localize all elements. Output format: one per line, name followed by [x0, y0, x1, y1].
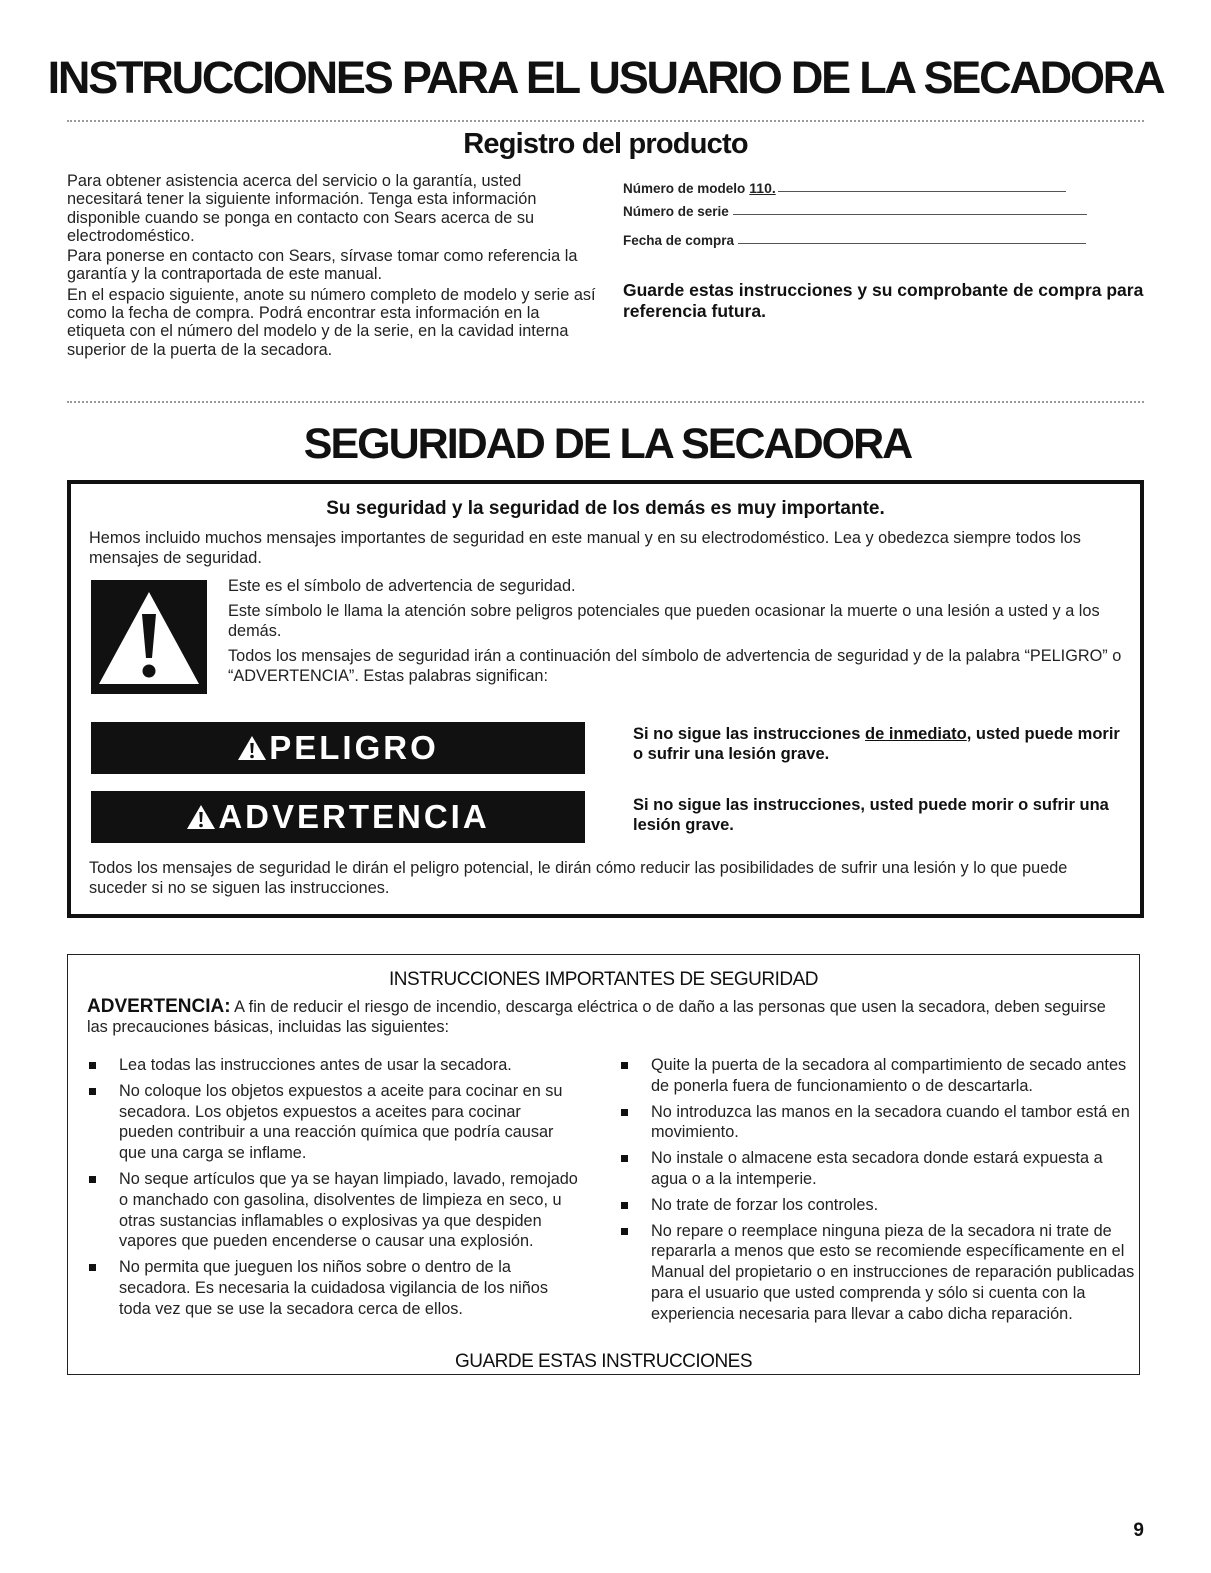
bullet-icon	[621, 1155, 628, 1162]
list-item	[620, 1148, 1135, 1190]
model-number-value: 110.	[749, 180, 776, 196]
registration-paragraph: En el espacio siguiente, anote su número completo de modelo y serie así como la fecha de compra. Podrá encontrar esta información en la etiqueta con el número del modelo y de la serie, en la cavidad interna superior de la puerta de la secadora.	[67, 285, 596, 359]
warning-signal-bar	[91, 791, 585, 843]
symbol-line: Este símbolo le llama la atención sobre peligros potenciales que pueden ocasionar la muerte o una lesión a usted y a los demás.	[228, 602, 1100, 640]
bullet-icon	[89, 1176, 96, 1183]
instructions-right-column	[620, 1055, 1135, 1330]
bullet-icon	[621, 1062, 628, 1069]
title-divider	[67, 120, 1144, 122]
bullet-icon	[621, 1202, 628, 1209]
symbol-line: Este es el símbolo de advertencia de seguridad.	[228, 577, 576, 595]
important-instructions-box	[67, 954, 1140, 1375]
warning-label: ADVERTENCIA:	[87, 996, 231, 1017]
list-item-text: No coloque los objetos expuestos a aceite para cocinar en su secadora. Los objetos expuestos a aceites para cocinar pueden contribuir a una reacción química que podría causar que una carga se inflame.	[119, 1081, 563, 1163]
registration-paragraph: Para ponerse en contacto con Sears, sírvase tomar como referencia la garantía y la contraportada de este manual.	[67, 247, 578, 284]
bullet-icon	[89, 1062, 96, 1069]
instructions-left-column	[88, 1055, 578, 1325]
instructions-title: INSTRUCCIONES IMPORTANTES DE SEGURIDAD	[389, 969, 818, 990]
page-number: 9	[1133, 1520, 1144, 1541]
symbol-line: Todos los mensajes de seguridad irán a continuación del símbolo de advertencia de seguridad y de la palabra “PELIGRO” o “ADVERTENCIA”. Estas palabras significan:	[228, 647, 1122, 685]
danger-desc-emphasis: de inmediato	[864, 725, 967, 743]
list-item-text: No trate de forzar los controles.	[651, 1195, 879, 1214]
bullet-icon	[89, 1088, 96, 1095]
list-item-text: Quite la puerta de la secadora al compartimiento de secado antes de ponerla fuera de funcionamiento o de descartarla.	[651, 1056, 1127, 1095]
safety-alert-symbol	[91, 580, 207, 694]
bullet-icon	[621, 1228, 628, 1235]
page-title: INSTRUCCIONES PARA EL USUARIO DE LA SECADORA	[47, 52, 1164, 103]
warning-triangle-icon	[237, 735, 267, 761]
serial-number-line	[733, 214, 1087, 215]
list-item	[88, 1081, 578, 1164]
safety-title: SEGURIDAD DE LA SECADORA	[303, 420, 912, 468]
keep-instructions-note: Guarde estas instrucciones y su comprobante de compra para referencia futura.	[623, 280, 1144, 321]
danger-description	[633, 724, 1133, 764]
warning-description: Si no sigue las instrucciones, usted puede morir o sufrir una lesión grave.	[633, 796, 1109, 834]
list-item-text: No introduzca las manos en la secadora cuando el tambor está en movimiento.	[651, 1102, 1130, 1142]
safety-intro: Hemos incluido muchos mensajes importantes de seguridad en este manual y en su electrodoméstico. Lea y obedezca siempre todos los mensajes de seguridad.	[89, 529, 1081, 567]
model-number-field[interactable]	[623, 174, 1143, 196]
safety-outro: Todos los mensajes de seguridad le dirán el peligro potencial, le dirán cómo reducir las posibilidades de sufrir una lesión y lo que puede suceder si no se siguen las instrucciones.	[89, 859, 1068, 897]
list-item-text: No seque artículos que ya se hayan limpiado, lavado, remojado o manchado con gasolina, disolventes de limpieza en seco, u otras sustancias inflamables o explosivas ya que despiden vapores que pueden encenderse o causar una explosión.	[119, 1169, 578, 1251]
list-item-text: Lea todas las instrucciones antes de usar la secadora.	[119, 1056, 512, 1074]
purchase-date-label: Fecha de compra	[623, 233, 735, 248]
safety-headline: Su seguridad y la seguridad de los demás es muy importante.	[326, 498, 885, 519]
danger-desc-text: , usted puede morir o sufrir una lesión grave.	[633, 725, 1120, 763]
safety-box	[67, 480, 1144, 918]
save-instructions-footer: GUARDE ESTAS INSTRUCCIONES	[454, 1351, 753, 1372]
registration-title: Registro del producto	[463, 128, 748, 160]
registration-fields	[623, 174, 1143, 248]
list-item-text: No instale o almacene esta secadora donde estará expuesta a agua o a la intemperie.	[651, 1149, 1103, 1188]
registration-paragraph: Para obtener asistencia acerca del servicio o la garantía, usted necesitará tener la siguiente información. Tenga esta información disponible cuando se ponga en contacto con Sears acerca de su electrodoméstico.	[67, 172, 537, 245]
purchase-date-field[interactable]	[623, 226, 1143, 248]
bullet-icon	[89, 1264, 96, 1271]
list-item	[620, 1195, 1135, 1216]
serial-number-field[interactable]	[623, 197, 1143, 219]
list-item	[88, 1055, 578, 1076]
danger-signal-bar	[91, 722, 585, 774]
model-number-label: Número de modelo	[623, 181, 746, 196]
danger-label: PELIGRO	[269, 729, 439, 766]
warning-label: ADVERTENCIA	[218, 798, 490, 835]
model-number-line	[778, 191, 1066, 192]
symbol-explanation	[228, 576, 1128, 691]
list-item-text: No repare o reemplace ninguna pieza de la secadora ni trate de repararla a menos que esto se recomiende específicamente en el Manual del propietario o en instrucciones de reparación publicadas para el usuario que usted comprenda y sólo si cuenta con la experiencia necesaria para llevar a cabo dicha reparación.	[651, 1221, 1135, 1323]
list-item	[620, 1221, 1135, 1325]
serial-number-label: Número de serie	[623, 204, 729, 219]
warning-triangle-icon	[186, 804, 216, 830]
list-item-text: No permita que jueguen los niños sobre o dentro de la secadora. Es necesaria la cuidadosa vigilancia de los niños toda vez que se use la secadora cerca de ellos.	[119, 1258, 548, 1318]
warning-triangle-icon	[91, 580, 207, 694]
bullet-icon	[621, 1109, 628, 1116]
warning-text: A fin de reducir el riesgo de incendio, descarga eléctrica o de daño a las personas que usen la secadora, deben seguirse las precauciones básicas, incluidas las siguientes:	[87, 998, 1106, 1036]
danger-desc-text: Si no sigue las instrucciones	[633, 725, 865, 743]
list-item	[88, 1169, 578, 1252]
instructions-warning	[87, 997, 1127, 1037]
list-item	[620, 1055, 1135, 1097]
list-item	[88, 1257, 578, 1319]
list-item	[620, 1102, 1135, 1144]
registration-text	[67, 172, 599, 361]
purchase-date-line	[738, 243, 1086, 244]
registration-divider	[67, 401, 1144, 403]
